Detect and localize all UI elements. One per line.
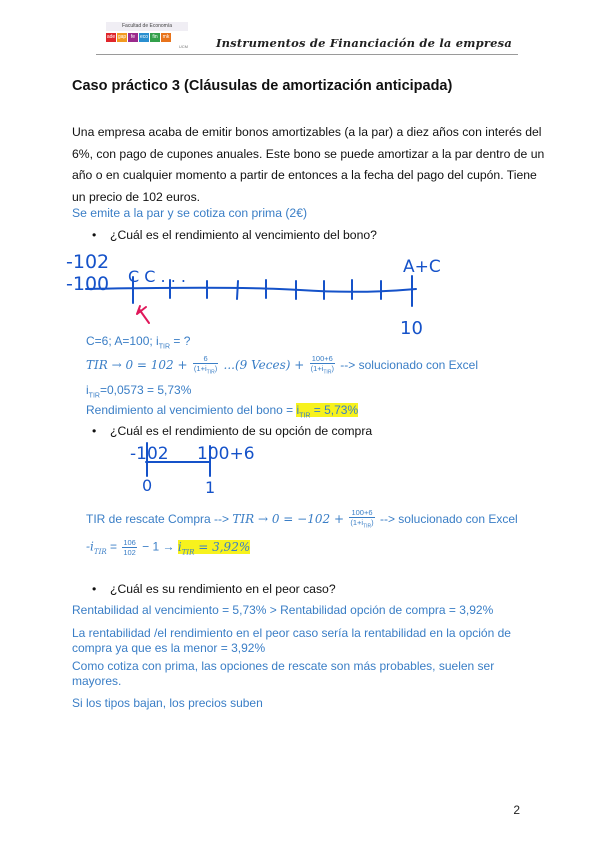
hand-end-top: A+C <box>403 257 441 277</box>
hand-label-100: -100 <box>66 273 110 295</box>
note-line: Se emite a la par y se cotiza con prima (2€) <box>72 206 308 220</box>
fraction-2-den <box>310 364 335 378</box>
hl-sub: TIR <box>299 412 311 420</box>
result-sub: TIR <box>88 392 100 400</box>
summary-text: Rendimiento al vencimiento del bono = <box>86 403 297 417</box>
question-2-text: ¿Cuál es el rendimiento de su opción de compra <box>110 424 373 438</box>
calc-mid: − 1 → <box>142 539 178 554</box>
hand-end-bottom: 10 <box>400 318 423 339</box>
summary-highlight <box>296 403 359 420</box>
hand-coupons: C C . . . <box>128 267 186 286</box>
fraction-3-num: 100+6 <box>349 508 374 518</box>
equation-lhs: TIR → 0 = 102 + <box>86 357 188 372</box>
timeline-1-axis <box>86 288 416 292</box>
den-sub: TIR <box>323 369 332 376</box>
question-1-text: ¿Cuál es el rendimiento al vencimiento del bono? <box>110 228 377 242</box>
red-arrow-icon <box>137 306 149 323</box>
hand2-t0: 0 <box>142 476 153 495</box>
fraction-1 <box>193 354 218 378</box>
call-calc <box>86 538 250 557</box>
ytm-equation <box>86 354 478 378</box>
hl-pre: i <box>296 403 300 417</box>
logo-cell: mk <box>162 34 170 40</box>
bullet-dot: • <box>92 424 97 438</box>
logo-cell: fe <box>128 33 138 42</box>
fraction-4-num: 106 <box>123 538 136 547</box>
fraction-1-num: 6 <box>193 354 218 364</box>
conclusion-line: Como cotiza con prima, las opciones de rescate son más probables, suelen ser <box>72 659 495 673</box>
fraction-2 <box>310 354 335 378</box>
bullet-dot: • <box>92 228 97 242</box>
equation-mid: ...(9 Veces) + <box>223 357 305 372</box>
params-line <box>86 334 190 350</box>
question-3-text: ¿Cuál es su rendimiento en el peor caso? <box>110 582 336 596</box>
hl-pre: i <box>177 539 182 554</box>
hl-value: = 3,92% <box>194 539 251 554</box>
hl-sub: TIR <box>181 548 195 557</box>
ytm-summary <box>86 403 358 419</box>
conclusion-line: compra ya que es la menor = 3,92% <box>72 641 266 655</box>
case-title: Caso práctico 3 (Cláusulas de amortización anticipada) <box>72 78 453 94</box>
den-sub: TIR <box>206 369 215 376</box>
fraction-4-den: 102 <box>123 548 136 557</box>
call-equation <box>86 508 518 532</box>
den-end: ) <box>331 364 334 373</box>
calc-sub: TIR <box>93 548 107 557</box>
hand2-t1: 1 <box>205 478 216 497</box>
conclusion-line: mayores. <box>72 674 122 688</box>
calc-eq: = <box>106 539 121 554</box>
call-eq-math: TIR → 0 = −102 + <box>232 511 344 526</box>
logo-cell: fin <box>150 33 160 42</box>
conclusion-line: Rentabilidad al vencimiento = 5,73% > Rentabilidad opción de compra = 3,92% <box>72 603 494 617</box>
logo-cell: eco <box>139 34 149 40</box>
hand2-left: -102 <box>130 444 169 464</box>
fraction-3 <box>349 508 374 532</box>
den-end: ) <box>214 364 218 373</box>
fraction-4 <box>122 538 137 557</box>
intro-paragraph: Una empresa acaba de emitir bonos amortizables (a la par) a diez años con interés del 6%, con pago de cupones anuales. Este bono se puede amortizar a la par dentro de un año o en cualquier momento a partir de entonces a la fecha del pago del cupón. Tiene un precio de 102 euros. <box>72 125 545 204</box>
fraction-2-num: 100+6 <box>310 354 335 364</box>
tick <box>237 281 238 299</box>
call-eq-pre: TIR de rescate Compra --> <box>86 511 233 526</box>
bullet-dot: • <box>92 582 97 596</box>
equation-tail: --> solucionado con Excel <box>340 357 479 372</box>
hand2-right: 100+6 <box>197 444 255 464</box>
hand-label-102: -102 <box>66 251 110 273</box>
logo-cell: ade <box>106 34 116 40</box>
params-end: = ? <box>170 334 191 348</box>
result-value: =0,0573 = 5,73% <box>99 383 192 397</box>
params-sub: TIR <box>158 343 171 351</box>
den-text: (1+i <box>350 518 364 527</box>
den-text: (1+i <box>310 364 324 373</box>
logo-cell: gap <box>117 34 127 40</box>
den-text: (1+i <box>193 364 207 373</box>
logo-bottom-text: UCM <box>178 44 188 49</box>
fraction-3-den <box>349 518 374 532</box>
ytm-result <box>86 383 191 399</box>
call-eq-tail: --> solucionado con Excel <box>379 511 518 526</box>
conclusion-line: Si los tipos bajan, los precios suben <box>72 696 263 710</box>
den-end: ) <box>371 518 374 527</box>
conclusion-line: La rentabilidad /el rendimiento en el peor caso sería la rentabilidad en la opción de <box>72 626 511 640</box>
params-text: C=6; A=100; i <box>86 334 159 348</box>
fraction-1-den <box>193 364 218 378</box>
result-pre: i <box>86 383 89 397</box>
den-sub: TIR <box>363 523 372 530</box>
calc-pre: -i <box>86 539 94 554</box>
hl-value: = 5,73% <box>310 403 359 417</box>
calc-highlight <box>177 539 251 557</box>
header-title: Instrumentos de Financiación de la empresa <box>216 36 512 50</box>
logo-top-text: Facultad de Economía <box>106 22 188 31</box>
page-number: 2 <box>513 803 520 817</box>
